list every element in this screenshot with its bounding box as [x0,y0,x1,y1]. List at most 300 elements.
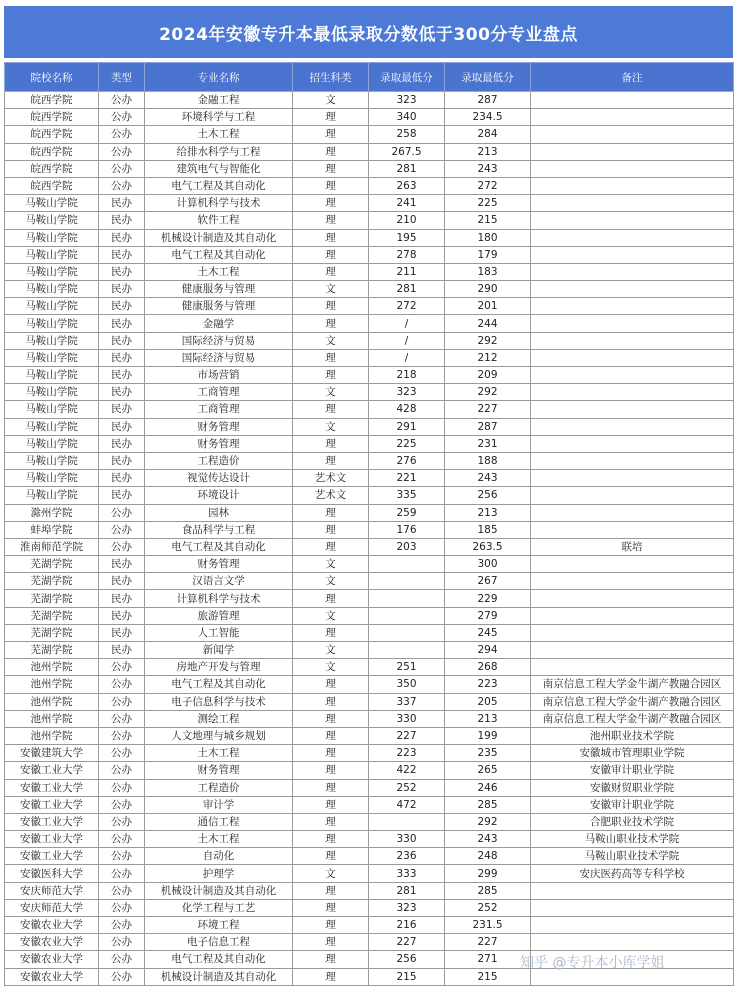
table-cell: 电子信息工程 [145,934,293,951]
table-cell: 理 [293,882,369,899]
table-cell: 公办 [99,951,145,968]
table-cell: 新闻学 [145,642,293,659]
table-cell: 333 [369,865,445,882]
table-cell: 公办 [99,92,145,109]
table-cell: 公办 [99,160,145,177]
table-cell [531,246,734,263]
table-cell: 马鞍山学院 [5,435,99,452]
table-row [5,487,734,504]
table-cell: 323 [369,899,445,916]
table-cell: 南京信息工程大学金牛湖产教融合园区 [531,710,734,727]
table-cell: 马鞍山学院 [5,349,99,366]
table-cell: 理 [293,693,369,710]
table-cell: 335 [369,487,445,504]
table-cell [369,573,445,590]
table-row [5,160,734,177]
table-cell: 251 [369,659,445,676]
table-cell: / [369,349,445,366]
table-row [5,212,734,229]
table-cell: 财务管理 [145,762,293,779]
table-cell: 民办 [99,487,145,504]
table-cell: 理 [293,349,369,366]
table-cell: 人文地理与城乡规划 [145,727,293,744]
table-cell: 243 [445,470,531,487]
table-cell: 理 [293,727,369,744]
table-cell: 马鞍山学院 [5,367,99,384]
table-cell: 195 [369,229,445,246]
table-cell [531,899,734,916]
table-cell: 民办 [99,607,145,624]
table-row [5,899,734,916]
table-cell: 安徽工业大学 [5,762,99,779]
table-cell: 公办 [99,762,145,779]
column-header: 招生科类 [293,63,369,92]
table-row [5,659,734,676]
table-cell: 227 [445,934,531,951]
table-cell: 文 [293,556,369,573]
table-cell [531,281,734,298]
table-cell: 民办 [99,349,145,366]
table-cell: 电气工程及其自动化 [145,676,293,693]
table-cell: 艺术文 [293,470,369,487]
table-cell: 民办 [99,367,145,384]
table-cell: 芜湖学院 [5,573,99,590]
table-cell: 马鞍山职业技术学院 [531,831,734,848]
table-cell: 安徽工业大学 [5,796,99,813]
table-row [5,109,734,126]
table-cell: 223 [369,745,445,762]
table-cell: 理 [293,676,369,693]
table-cell: 健康服务与管理 [145,281,293,298]
table-cell: 公办 [99,177,145,194]
table-cell: 安徽审计职业学院 [531,796,734,813]
table-row [5,917,734,934]
table-cell: 芜湖学院 [5,607,99,624]
table-cell: 民办 [99,212,145,229]
table-cell [531,917,734,934]
table-cell: 公办 [99,745,145,762]
table-cell: 马鞍山学院 [5,315,99,332]
table-cell [531,109,734,126]
table-row [5,315,734,332]
table-row [5,470,734,487]
score-table [4,62,734,986]
table-cell: 化学工程与工艺 [145,899,293,916]
table-cell: 理 [293,813,369,830]
table-cell: 安徽农业大学 [5,934,99,951]
table-cell: 工程造价 [145,779,293,796]
column-header: 录取最低分 [369,63,445,92]
table-row [5,521,734,538]
table-cell: 安徽工业大学 [5,831,99,848]
table-cell: 201 [445,298,531,315]
table-cell: 财务管理 [145,418,293,435]
table-cell: 房地产开发与管理 [145,659,293,676]
table-cell: 210 [369,212,445,229]
table-cell: 268 [445,659,531,676]
table-cell: 287 [445,418,531,435]
table-cell: 公办 [99,882,145,899]
table-cell [531,315,734,332]
table-cell: 理 [293,246,369,263]
table-cell: 电子信息科学与技术 [145,693,293,710]
table-cell: 265 [445,762,531,779]
table-cell: 软件工程 [145,212,293,229]
table-cell: 艺术文 [293,487,369,504]
table-cell: 理 [293,968,369,985]
table-cell: 皖西学院 [5,109,99,126]
table-body [5,92,734,986]
column-header: 类型 [99,63,145,92]
table-cell: 300 [445,556,531,573]
table-row [5,762,734,779]
table-cell: 180 [445,229,531,246]
table-cell [531,367,734,384]
table-cell: 323 [369,384,445,401]
table-cell: 皖西学院 [5,92,99,109]
table-cell: 公办 [99,109,145,126]
table-cell: 马鞍山学院 [5,332,99,349]
table-cell: 公办 [99,899,145,916]
table-cell: 给排水科学与工程 [145,143,293,160]
table-row [5,624,734,641]
column-header: 专业名称 [145,63,293,92]
table-cell: 公办 [99,126,145,143]
table-cell: 271 [445,951,531,968]
table-cell: 建筑电气与智能化 [145,160,293,177]
table-cell: 231.5 [445,917,531,934]
table-cell [369,813,445,830]
table-cell: / [369,315,445,332]
table-row [5,538,734,555]
table-cell: 马鞍山学院 [5,418,99,435]
table-cell: 民办 [99,590,145,607]
table-cell: 理 [293,143,369,160]
table-cell: 248 [445,848,531,865]
table-cell: 272 [445,177,531,194]
table-cell [369,590,445,607]
table-cell: 276 [369,452,445,469]
table-row [5,246,734,263]
table-cell: 护理学 [145,865,293,882]
table-cell: 汉语言文学 [145,573,293,590]
table-cell [531,487,734,504]
table-cell: 理 [293,177,369,194]
table-cell: 合肥职业技术学院 [531,813,734,830]
table-cell: 理 [293,710,369,727]
table-row [5,143,734,160]
table-cell: 323 [369,92,445,109]
table-cell: 安徽工业大学 [5,848,99,865]
table-cell: 185 [445,521,531,538]
table-cell: 民办 [99,401,145,418]
table-cell: 428 [369,401,445,418]
table-cell: 225 [369,435,445,452]
table-cell: 244 [445,315,531,332]
table-cell: 203 [369,538,445,555]
table-cell [531,143,734,160]
table-cell [531,212,734,229]
table-cell: 216 [369,917,445,934]
table-cell [531,229,734,246]
table-cell: 机械设计制造及其自动化 [145,229,293,246]
table-cell: 理 [293,229,369,246]
table-cell: 芜湖学院 [5,590,99,607]
table-cell: 民办 [99,332,145,349]
table-cell: 民办 [99,573,145,590]
table-row [5,263,734,280]
column-header: 院校名称 [5,63,99,92]
table-cell: 理 [293,951,369,968]
table-cell: 南京信息工程大学金牛湖产教融合园区 [531,693,734,710]
table-cell: 安徽农业大学 [5,968,99,985]
table-cell: 188 [445,452,531,469]
table-cell: 227 [369,727,445,744]
table-cell [531,607,734,624]
table-row [5,693,734,710]
table-cell: 文 [293,642,369,659]
table-cell: 183 [445,263,531,280]
table-cell: 文 [293,573,369,590]
table-cell [531,470,734,487]
table-cell [531,195,734,212]
table-cell: 223 [445,676,531,693]
table-cell: 旅游管理 [145,607,293,624]
table-row [5,298,734,315]
table-row [5,126,734,143]
table-cell: 皖西学院 [5,177,99,194]
table-cell: 281 [369,281,445,298]
table-cell: 池州职业技术学院 [531,727,734,744]
table-cell [531,126,734,143]
table-cell: 视觉传达设计 [145,470,293,487]
table-cell: 民办 [99,298,145,315]
table-cell: 电气工程及其自动化 [145,246,293,263]
table-cell: 281 [369,882,445,899]
table-cell: 213 [445,710,531,727]
table-cell [531,624,734,641]
table-cell: 民办 [99,195,145,212]
table-cell: 公办 [99,796,145,813]
table-cell: 公办 [99,779,145,796]
table-cell: 土木工程 [145,126,293,143]
table-cell [531,590,734,607]
table-cell: 马鞍山学院 [5,195,99,212]
table-cell: 公办 [99,521,145,538]
table-cell [531,435,734,452]
table-cell: 337 [369,693,445,710]
table-cell: 自动化 [145,848,293,865]
table-cell: 422 [369,762,445,779]
table-row [5,848,734,865]
table-cell: 理 [293,624,369,641]
table-cell: 243 [445,160,531,177]
table-cell: 马鞍山学院 [5,281,99,298]
table-cell: 公办 [99,831,145,848]
table-cell: 马鞍山学院 [5,246,99,263]
table-cell: 民办 [99,246,145,263]
table-cell: 理 [293,401,369,418]
table-row [5,710,734,727]
table-cell: 241 [369,195,445,212]
table-cell [531,642,734,659]
table-cell: 理 [293,917,369,934]
table-cell: 263 [369,177,445,194]
table-cell: 公办 [99,813,145,830]
table-row [5,452,734,469]
table-cell: 文 [293,865,369,882]
table-row [5,332,734,349]
table-cell: 马鞍山学院 [5,298,99,315]
table-cell: 环境科学与工程 [145,109,293,126]
table-cell: 人工智能 [145,624,293,641]
table-cell: 民办 [99,281,145,298]
table-row [5,934,734,951]
table-row [5,607,734,624]
table-cell: 公办 [99,917,145,934]
table-cell: 公办 [99,143,145,160]
table-cell: 理 [293,435,369,452]
page-title: 2024年安徽专升本最低录取分数低于300分专业盘点 [4,6,733,58]
table-cell: 179 [445,246,531,263]
table-cell: 安庆师范大学 [5,882,99,899]
table-cell: 马鞍山学院 [5,452,99,469]
table-row [5,92,734,109]
table-cell: 安徽工业大学 [5,813,99,830]
table-cell: 池州学院 [5,727,99,744]
table-cell: 土木工程 [145,831,293,848]
table-row [5,779,734,796]
table-cell: 通信工程 [145,813,293,830]
table-cell: 机械设计制造及其自动化 [145,882,293,899]
table-cell: 芜湖学院 [5,556,99,573]
table-cell: 公办 [99,504,145,521]
table-cell: 电气工程及其自动化 [145,538,293,555]
table-cell: 理 [293,367,369,384]
table-cell: 公办 [99,693,145,710]
table-cell: 236 [369,848,445,865]
table-cell: 安徽工业大学 [5,779,99,796]
table-cell: 225 [445,195,531,212]
table-cell [531,556,734,573]
table-cell: 安徽财贸职业学院 [531,779,734,796]
table-cell [369,624,445,641]
table-cell [531,263,734,280]
table-row [5,642,734,659]
table-cell [531,160,734,177]
table-cell: 民办 [99,470,145,487]
table-cell: 土木工程 [145,263,293,280]
table-cell: 340 [369,109,445,126]
table-cell: 安徽医科大学 [5,865,99,882]
table-cell: 理 [293,195,369,212]
table-cell: 理 [293,263,369,280]
table-cell: 263.5 [445,538,531,555]
table-cell: 计算机科学与技术 [145,590,293,607]
table-cell: 食品科学与工程 [145,521,293,538]
table-cell: 芜湖学院 [5,642,99,659]
table-cell: 理 [293,109,369,126]
table-cell: 南京信息工程大学金牛湖产教融合园区 [531,676,734,693]
table-cell: 文 [293,332,369,349]
table-cell: 园林 [145,504,293,521]
table-cell: 理 [293,212,369,229]
table-cell: 理 [293,538,369,555]
table-cell: 256 [369,951,445,968]
table-row [5,831,734,848]
table-cell: 294 [445,642,531,659]
table-cell: 马鞍山学院 [5,470,99,487]
table-cell: 229 [445,590,531,607]
table-row [5,727,734,744]
table-cell: 安徽农业大学 [5,951,99,968]
table-cell: 民办 [99,315,145,332]
table-cell [531,452,734,469]
table-row [5,590,734,607]
table-cell: 国际经济与贸易 [145,332,293,349]
table-cell: 330 [369,710,445,727]
table-cell: 227 [445,401,531,418]
table-cell: 理 [293,899,369,916]
table-row [5,865,734,882]
table-cell: 243 [445,831,531,848]
table-cell: 213 [445,143,531,160]
table-cell: 马鞍山学院 [5,212,99,229]
table-cell: 215 [445,968,531,985]
table-cell: 文 [293,418,369,435]
table-cell: 马鞍山学院 [5,263,99,280]
table-row [5,796,734,813]
table-cell: 公办 [99,710,145,727]
table-cell: 215 [369,968,445,985]
table-row [5,418,734,435]
table-cell: 252 [445,899,531,916]
table-cell: 292 [445,384,531,401]
table-cell: 199 [445,727,531,744]
table-row [5,504,734,521]
table-cell: 理 [293,298,369,315]
table-cell: 民办 [99,624,145,641]
table-cell: 理 [293,831,369,848]
table-cell: 安徽建筑大学 [5,745,99,762]
table-cell: 218 [369,367,445,384]
table-cell: 财务管理 [145,435,293,452]
table-cell [531,177,734,194]
column-header: 备注 [531,63,734,92]
table-cell: 文 [293,607,369,624]
table-cell: 278 [369,246,445,263]
table-cell: 民办 [99,384,145,401]
table-cell: 文 [293,92,369,109]
table-cell: 理 [293,452,369,469]
table-cell: 皖西学院 [5,126,99,143]
table-cell: 理 [293,521,369,538]
table-cell: 工商管理 [145,384,293,401]
table-cell: 池州学院 [5,693,99,710]
table-cell: 审计学 [145,796,293,813]
table-cell: 227 [369,934,445,951]
table-header-row [5,63,734,92]
table-cell [531,882,734,899]
table-cell: 马鞍山职业技术学院 [531,848,734,865]
table-cell: 理 [293,796,369,813]
table-row [5,882,734,899]
table-cell [531,298,734,315]
table-cell [531,504,734,521]
table-cell: 235 [445,745,531,762]
table-cell: 246 [445,779,531,796]
table-cell: 国际经济与贸易 [145,349,293,366]
